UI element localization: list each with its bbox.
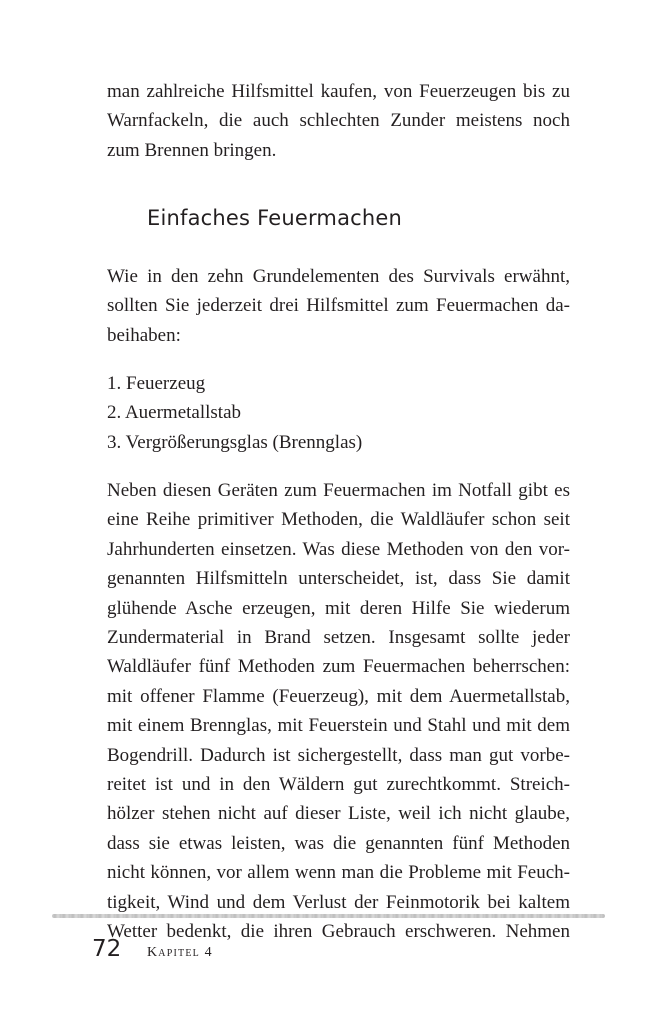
text-line: tigkeit, Wind und dem Verlust der Feinmotorik bei kaltem [107, 891, 570, 913]
text-line: zum Brennen bringen. [107, 139, 277, 161]
footer-divider [52, 914, 605, 918]
text-line: mit einem Brennglas, mit Feuerstein und Stahl und mit dem [107, 715, 570, 737]
text-line: glühende Asche erzeugen, mit deren Hilfe Sie wiederum [107, 597, 570, 619]
text-line: Jahrhunderten einsetzen. Was diese Methoden von den vor- [107, 538, 570, 560]
paragraph-methods [107, 476, 570, 947]
text-line: man zahlreiche Hilfsmittel kaufen, von Feuerzeugen bis zu [107, 81, 570, 102]
text-line: Wetter bedenkt, die ihren Gebrauch erschweren. Nehmen [107, 921, 570, 943]
paragraph-intro-tools [107, 262, 570, 350]
text-line: Waldläufer fünf Methoden zum Feuermachen beherrschen: [107, 656, 570, 678]
text-line: Bogendrill. Dadurch ist sichergestellt, dass man gut vorbe- [107, 744, 570, 766]
list-item: 1. Feuerzeug [107, 373, 206, 394]
tools-list [107, 369, 570, 457]
text-line: dass sie etwas leisten, was die genannten fünf Methoden [107, 832, 570, 854]
text-line: Warnfackeln, die auch schlechten Zunder meistens noch [107, 110, 570, 132]
page-number: 72 [92, 936, 122, 962]
text-line: sollten Sie jederzeit drei Hilfsmittel zum Feuermachen da- [107, 295, 570, 317]
text-line: Wie in den zehn Grundelementen des Survivals erwähnt, [107, 266, 570, 287]
text-line: hölzer stehen nicht auf dieser Liste, weil ich nicht glaube, [107, 803, 570, 825]
text-line: genannten Hilfsmitteln unterscheidet, ist, dass Sie damit [107, 568, 570, 590]
text-line: beihaben: [107, 324, 181, 346]
text-line: mit offener Flamme (Feuerzeug), mit dem Auermetallstab, [107, 685, 570, 707]
running-footer-chapter: Kapitel 4 [147, 945, 213, 960]
text-line: Zundermaterial in Brand setzen. Insgesamt sollte jeder [107, 627, 570, 649]
list-item: 2. Auermetallstab [107, 402, 242, 424]
text-line: eine Reihe primitiver Methoden, die Waldläufer schon seit [107, 509, 570, 531]
section-heading: Einfaches Feuermachen [147, 206, 403, 230]
intro-paragraph [107, 77, 570, 165]
text-line: nicht können, vor allem wenn man die Probleme mit Feuch- [107, 862, 570, 884]
list-item: 3. Vergrößerungsglas (Brennglas) [107, 431, 363, 453]
text-line: Neben diesen Geräten zum Feuermachen im Notfall gibt es [107, 480, 570, 501]
text-line: reitet ist und in den Wäldern gut zurechtkommt. Streich- [107, 774, 570, 796]
